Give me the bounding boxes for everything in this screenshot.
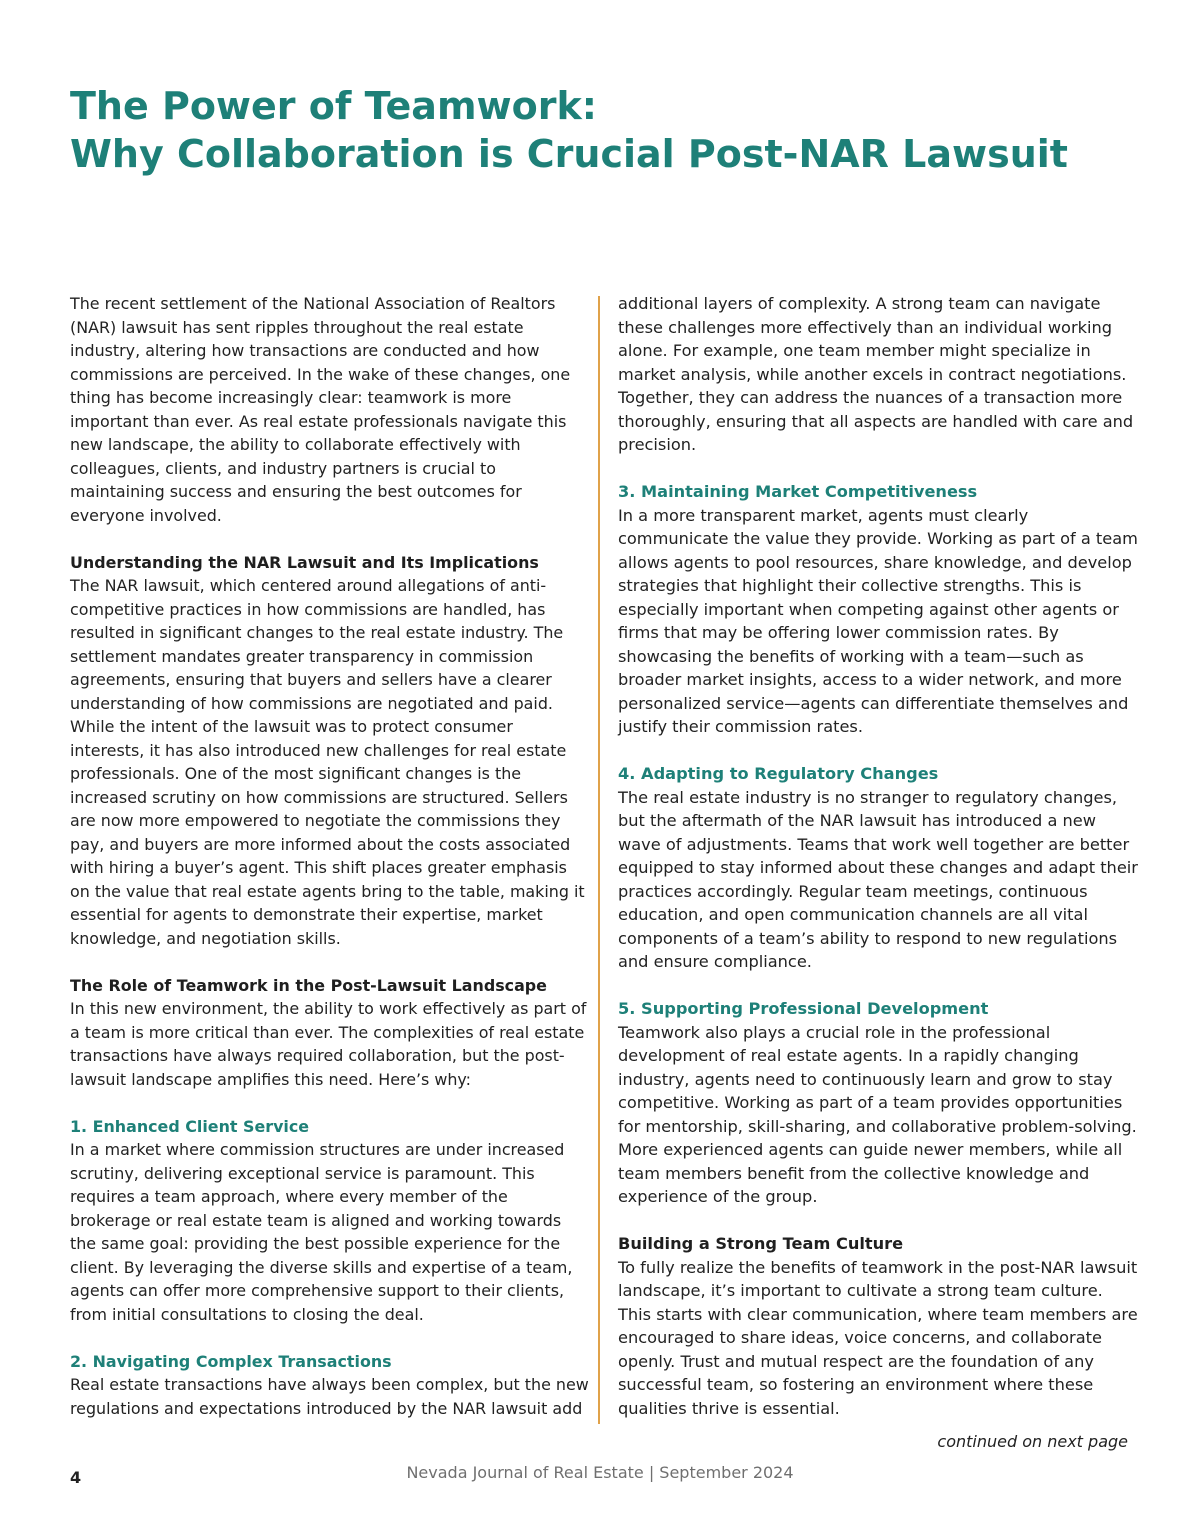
section-body-understanding: The NAR lawsuit, which centered around allegations of anti-competitive practices in how commissions are handled, has resulted in significant changes to the real estate industry. The settlement mandates greater transparency in commission agreements, ensuring that buyers and sellers have a clearer understanding of how commissions are negotiated and paid. While the intent of the lawsuit was to protect consumer interests, it has also introduced new challenges for real estate professionals. One of the most significant changes is the increased scrutiny on how commissions are structured. Sellers are now more empowered to negotiate the commissions they pay, and buyers are more informed about the costs associated with hiring a buyer’s agent. This shift places greater emphasis on the value that real estate agents bring to the table, making it essential for agents to demonstrate their expertise, market knowledge, and negotiation skills. [70,576,585,948]
title-line-2: Why Collaboration is Crucial Post-NAR Lawsuit [70,132,1068,176]
column-divider [598,296,600,1424]
point-heading-regulatory-changes: 4. Adapting to Regulatory Changes [618,764,939,783]
point-heading-complex-transactions: 2. Navigating Complex Transactions [70,1351,392,1371]
title-line-1: The Power of Teamwork: [70,84,597,128]
section-heading-role: The Role of Teamwork in the Post-Lawsuit Landscape [70,975,547,995]
intro-paragraph: The recent settlement of the National Association of Realtors (NAR) lawsuit has sent ripples throughout the real estate industry, altering how transactions are conducted and how commissions are perceived. In the wake of these changes, one thing has become increasingly clear: teamwork is more important than ever. As real estate professionals navigate this new landscape, the ability to collaborate effectively with colleagues, clients, and industry partners is crucial to maintaining success and ensuring the best outcomes for everyone involved. [70,294,571,525]
section-heading-team-culture: Building a Strong Team Culture [618,1234,904,1253]
point-heading-client-service: 1. Enhanced Client Service [70,1116,310,1136]
article-title [70,82,1150,178]
point-body-complex-transactions-continued: additional layers of complexity. A strong team can navigate these challenges more effectively than an individual working alone. For example, one team member might specialize in market analysis, while another excels in contract negotiations. Together, they can address the nuances of a transaction more thoroughly, ensuring that all aspects are handled with care and precision. [618,294,1134,454]
point-body-market-competitiveness: In a more transparent market, agents must clearly communicate the value they provide. Working as part of a team allows agents to pool resources, share knowledge, and develop strategies that highlight their collective strengths. This is especially important when competing against other agents or firms that may be offering lower commission rates. By showcasing the benefits of working with a team—such as broader market insights, access to a wider network, and more personalized service—agents can differentiate themselves and justify their commission rates. [618,505,1138,736]
point-body-regulatory-changes: The real estate industry is no stranger to regulatory changes, but the aftermath of the NAR lawsuit has introduced a new wave of adjustments. Teams that work well together are better equipped to stay informed about these changes and adapt their practices accordingly. Regular team meetings, continuous education, and open communication channels are all vital components of a team’s ability to respond to new regulations and ensure compliance. [618,787,1138,971]
point-heading-market-competitiveness: 3. Maintaining Market Competitiveness [618,482,978,501]
right-column [618,292,1138,1420]
point-body-client-service: In a market where commission structures are under increased scrutiny, delivering exceptional service is paramount. This requires a team approach, where every member of the brokerage or real estate team is aligned and working towards the same goal: providing the best possible experience for the client. By leveraging the diverse skills and expertise of a team, agents can offer more comprehensive support to their clients, from initial consultations to closing the deal. [70,1140,573,1324]
page-number: 4 [70,1468,82,1487]
point-heading-professional-development: 5. Supporting Professional Development [618,999,989,1018]
section-body-role: In this new environment, the ability to work effectively as part of a team is more critical than ever. The complexities of real estate transactions have always required collaboration, but the post-lawsuit landscape amplifies this need. Here’s why: [70,999,587,1089]
publication-footer: Nevada Journal of Real Estate | September 2024 [406,1463,794,1482]
continued-note: continued on next page [937,1432,1128,1451]
section-heading-understanding: Understanding the NAR Lawsuit and Its Implications [70,552,539,572]
section-body-team-culture: To fully realize the benefits of teamwork in the post-NAR lawsuit landscape, it’s important to cultivate a strong team culture. This starts with clear communication, where team members are encouraged to share ideas, voice concerns, and collaborate openly. Trust and mutual respect are the foundation of any successful team, so fostering an environment where these qualities thrive is essential. [618,1257,1138,1418]
point-body-complex-transactions: Real estate transactions have always been complex, but the new regulations and expectations introduced by the NAR lawsuit add [70,1375,589,1418]
left-column [70,292,590,1420]
point-body-professional-development: Teamwork also plays a crucial role in the professional development of real estate agents. In a rapidly changing industry, agents need to continuously learn and grow to stay competitive. Working as part of a team provides opportunities for mentorship, skill-sharing, and collaborative problem-solving. More experienced agents can guide newer members, while all team members benefit from the collective knowledge and experience of the group. [618,1022,1137,1206]
